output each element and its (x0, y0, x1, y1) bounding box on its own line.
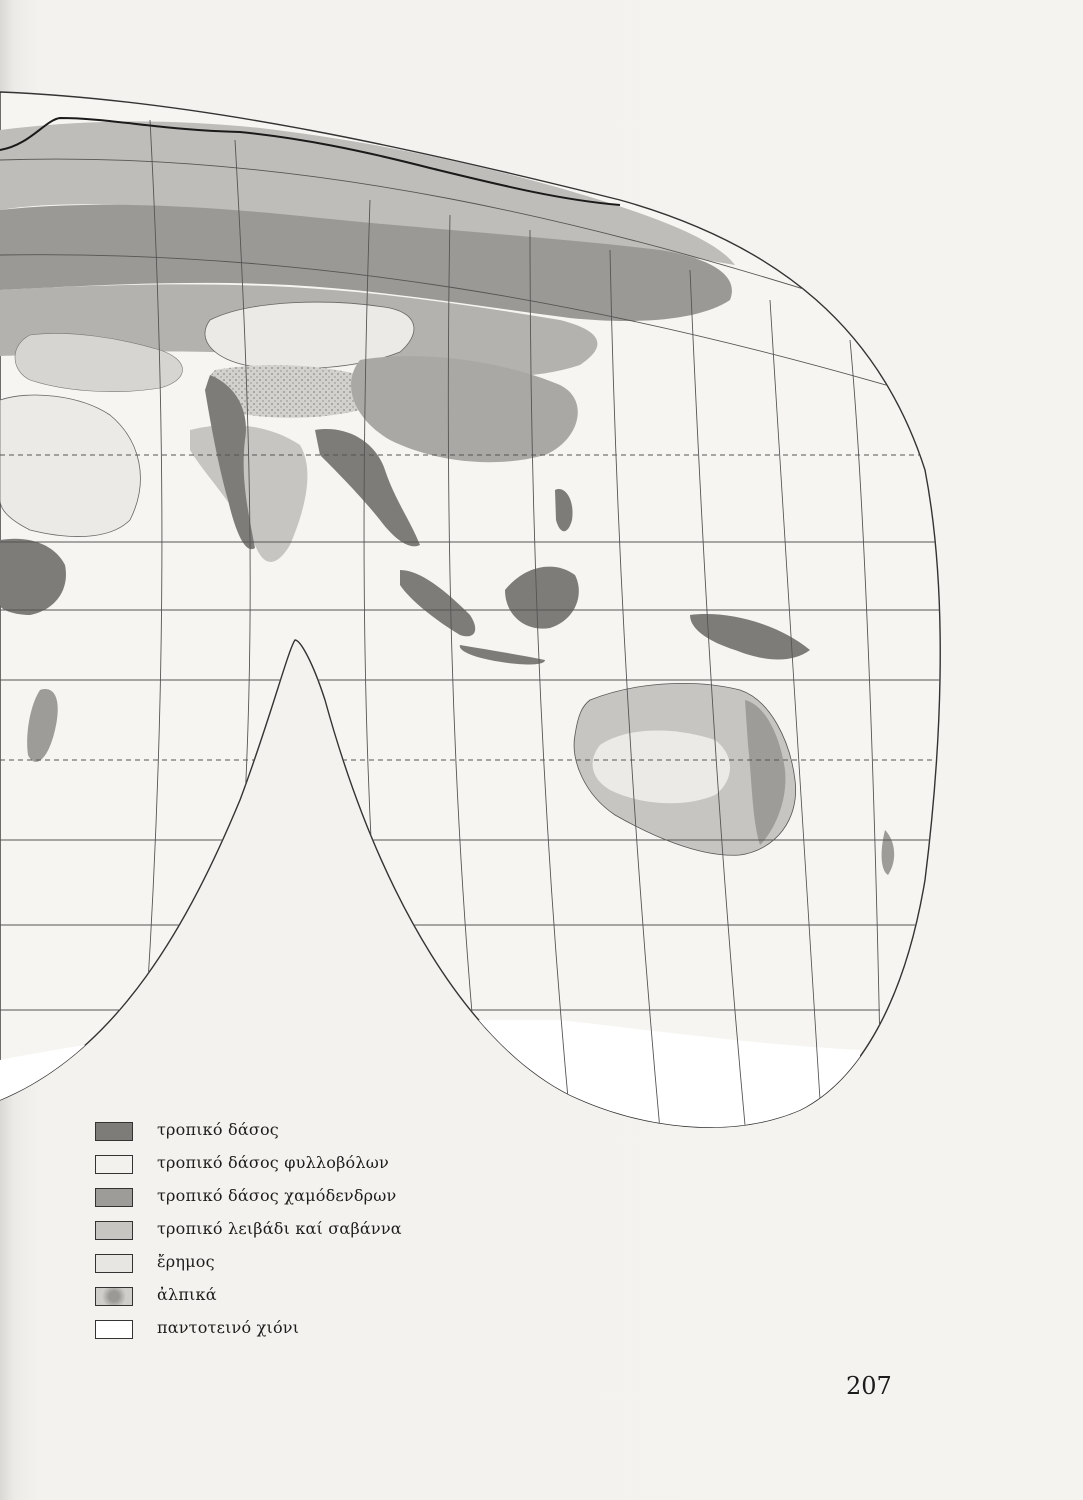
swatch-permanent-snow (95, 1320, 133, 1339)
map-body (0, 92, 940, 1150)
legend-label: τροπικό λειβάδι καί σαβάννα (157, 1219, 402, 1238)
legend-label: τροπικό δάσος χαμόδενδρων (157, 1186, 397, 1205)
legend-item (95, 1217, 515, 1250)
swatch-scrub-forest (95, 1188, 133, 1207)
swatch-desert (95, 1254, 133, 1273)
legend-item (95, 1184, 515, 1217)
legend-label: τροπικό δάσος (157, 1120, 279, 1139)
legend-label: ἀλπικά (157, 1285, 217, 1304)
page-number: 207 (846, 1372, 892, 1400)
legend-item (95, 1118, 515, 1151)
swatch-savanna (95, 1221, 133, 1240)
legend-item (95, 1151, 515, 1184)
swatch-deciduous-forest (95, 1155, 133, 1174)
legend-label: παντοτεινό χιόνι (157, 1318, 300, 1337)
legend-label: τροπικό δάσος φυλλοβόλων (157, 1153, 389, 1172)
map-legend (95, 1118, 515, 1349)
swatch-tropical-forest (95, 1122, 133, 1141)
legend-item (95, 1250, 515, 1283)
legend-item (95, 1283, 515, 1316)
legend-item (95, 1316, 515, 1349)
swatch-alpine (95, 1287, 133, 1306)
legend-label: ἔρημος (157, 1252, 215, 1271)
